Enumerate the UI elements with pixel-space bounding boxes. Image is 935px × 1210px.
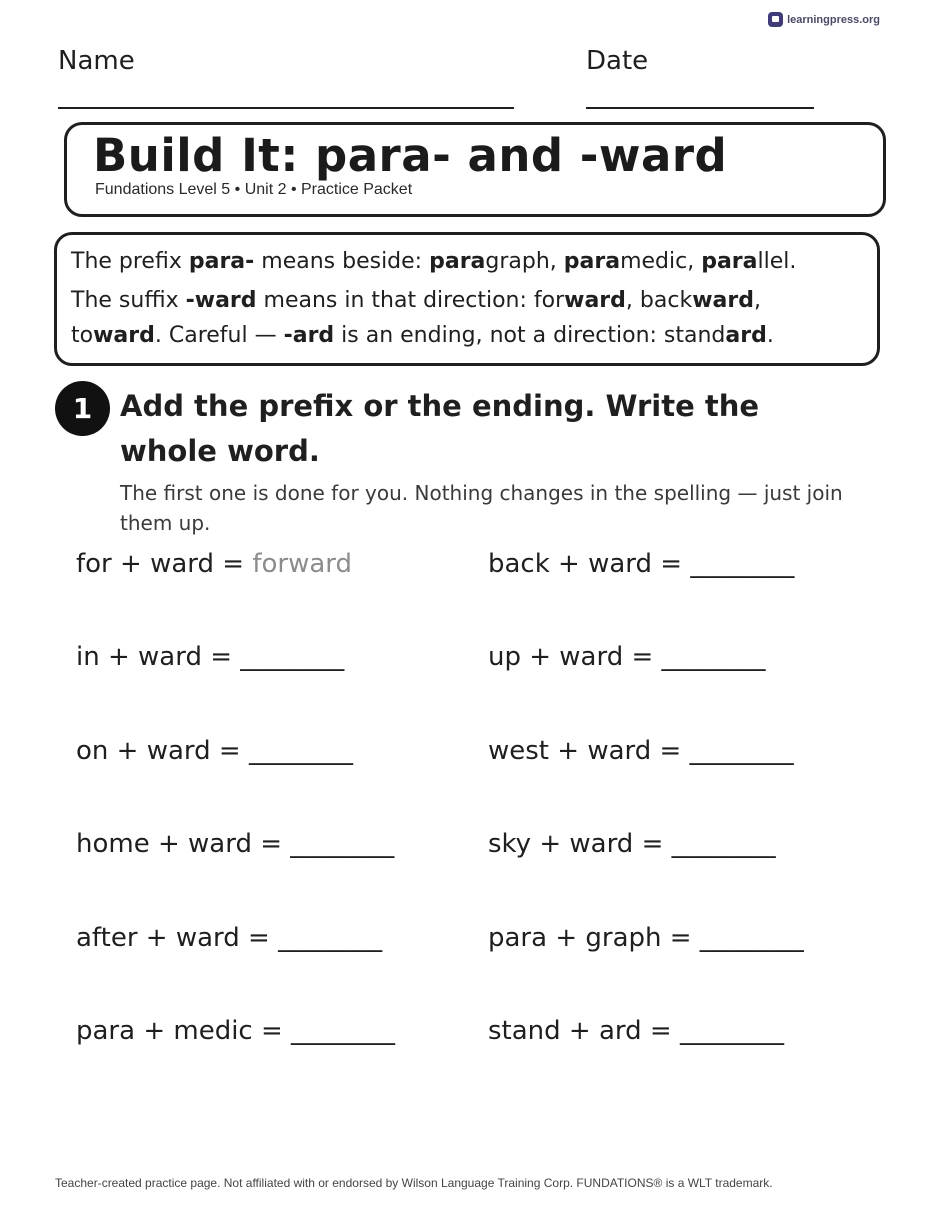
- name-line[interactable]: [58, 107, 514, 109]
- answer-blank[interactable]: ________: [291, 1016, 396, 1046]
- exercise-problem: west + ward =: [488, 736, 690, 766]
- exercise-problem: in + ward =: [76, 642, 241, 672]
- exercise-item: [76, 923, 382, 953]
- info-text: means in that direction: for: [256, 288, 565, 313]
- footer-disclaimer: Teacher-created practice page. Not affiliated with or endorsed by Wilson Language Training Corp. FUNDATIONS® is a WLT trademark.: [55, 1176, 773, 1190]
- exercise-item: [488, 642, 766, 672]
- title-box: [64, 122, 886, 217]
- info-text: .: [766, 323, 774, 348]
- section-instruction: Add the prefix or the ending. Write the whole word.: [120, 389, 760, 468]
- answer-blank[interactable]: ________: [699, 923, 804, 953]
- answer-blank[interactable]: ________: [278, 923, 383, 953]
- answer-blank[interactable]: ________: [290, 829, 395, 859]
- exercise-item: [76, 642, 344, 672]
- exercise-problem: on + ward =: [76, 736, 249, 766]
- emphasized-text: -ard: [283, 323, 335, 348]
- info-text: means beside:: [254, 249, 430, 274]
- book-icon: [768, 12, 783, 27]
- page-subtitle: Fundations Level 5 • Unit 2 • Practice Packet: [95, 181, 413, 198]
- answer-blank[interactable]: ________: [248, 736, 353, 766]
- emphasized-text: ward: [564, 288, 626, 313]
- emphasized-text: -ward: [185, 288, 257, 313]
- answer-blank[interactable]: ________: [679, 1016, 784, 1046]
- exercise-problem: para + medic =: [76, 1016, 292, 1046]
- exercise-problem: back + ward =: [488, 549, 691, 579]
- emphasized-text: ward: [93, 323, 155, 348]
- brand: [768, 12, 880, 27]
- info-line-3: [71, 323, 774, 348]
- exercise-problem: sky + ward =: [488, 829, 672, 859]
- exercise-item: [488, 1016, 784, 1046]
- exercise-problem: para + graph =: [488, 923, 700, 953]
- answer-blank[interactable]: ________: [690, 549, 795, 579]
- brand-text: learningpress.org: [787, 13, 880, 26]
- info-text: llel.: [757, 249, 797, 274]
- info-text: to: [71, 323, 94, 348]
- answer-blank[interactable]: ________: [671, 829, 776, 859]
- exercise-item: [488, 549, 794, 579]
- info-text: The suffix: [71, 288, 186, 313]
- info-line-2: [71, 288, 761, 313]
- exercise-problem: stand + ard =: [488, 1016, 680, 1046]
- info-box: [54, 232, 880, 366]
- emphasized-text: para: [429, 249, 486, 274]
- info-text: is an ending, not a direction: stand: [334, 323, 726, 348]
- info-text: . Careful —: [154, 323, 284, 348]
- emphasized-text: ard: [725, 323, 767, 348]
- exercise-item: [76, 1016, 395, 1046]
- date-label: Date: [586, 46, 649, 76]
- exercise-item: [488, 829, 776, 859]
- info-text: medic,: [620, 249, 702, 274]
- exercise-item: [488, 736, 794, 766]
- name-label: Name: [58, 46, 135, 76]
- date-line[interactable]: [586, 107, 814, 109]
- info-text: ,: [753, 288, 761, 313]
- section-number: 1: [55, 381, 110, 436]
- info-text: The prefix: [71, 249, 189, 274]
- emphasized-text: ward: [692, 288, 754, 313]
- section-hint: The first one is done for you. Nothing changes in the spelling — just join them up.: [120, 481, 843, 535]
- info-text: graph,: [485, 249, 564, 274]
- example-answer: forward: [252, 549, 352, 579]
- exercise-problem: for + ward =: [76, 549, 253, 579]
- exercise-problem: up + ward =: [488, 642, 662, 672]
- info-line-1: [71, 249, 796, 274]
- emphasized-text: para-: [188, 249, 255, 274]
- answer-blank[interactable]: ________: [240, 642, 345, 672]
- emphasized-text: para: [563, 249, 621, 274]
- answer-blank[interactable]: ________: [689, 736, 794, 766]
- info-text: , back: [625, 288, 693, 313]
- exercise-item: [76, 736, 353, 766]
- exercise-problem: home + ward =: [76, 829, 291, 859]
- exercise-item: [488, 923, 804, 953]
- answer-blank[interactable]: ________: [661, 642, 766, 672]
- exercise-problem: after + ward =: [76, 923, 279, 953]
- exercise-item: [76, 549, 352, 579]
- emphasized-text: para: [701, 249, 758, 274]
- exercise-item: [76, 829, 394, 859]
- page-title: Build It: para- and -ward: [93, 129, 728, 182]
